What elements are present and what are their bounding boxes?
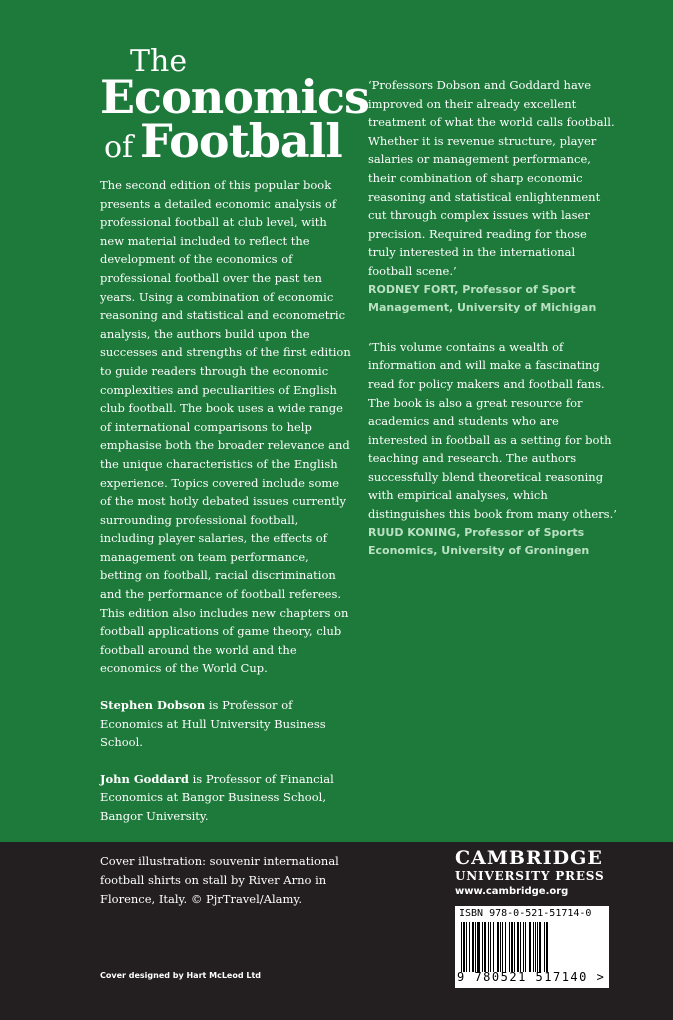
book-description: The second edition of this popular book presents a detailed economic analysis of professional football at club level, with new material included to reflect the development of the economics of professional football over the past ten years. Using a combination of economic reasoning and statistical and econometric analysis, the authors build upon the successes and strengths of the first edition to guide readers through the economic complexities and peculiarities of English club football. The book uses a wide range of international comparisons to help emphasise both the broader relevance and the unique characteristics of the English experience. Topics covered include some of the most hotly debated issues currently surrounding professional football, including player salaries, the effects of management on team performance, betting on football, racial discrimination and the performance of football referees. This edition also includes new chapters on football applications of game theory, club football around the world and the economics of the World Cup. bbox=[100, 178, 351, 676]
left-column bbox=[100, 176, 352, 844]
publisher-name: CAMBRIDGE bbox=[455, 847, 603, 869]
reviewer-affiliation: , Professor of Sports Economics, University of Groningen bbox=[368, 525, 590, 558]
author-name: Stephen Dobson bbox=[100, 698, 206, 713]
reviewer-name: RODNEY FORT bbox=[368, 282, 455, 296]
author-bio-goddard bbox=[100, 770, 352, 826]
title-the: The bbox=[130, 44, 188, 79]
cover-illustration-credit: Cover illustration: souvenir international football shirts on stall by River Arno in Florence, Italy. © PjrTravel/Alamy. bbox=[100, 854, 339, 906]
review-attribution-koning bbox=[368, 524, 618, 561]
reviewer-name: RUUD KONING bbox=[368, 525, 457, 539]
publisher-logo bbox=[455, 847, 615, 900]
cover-designer-credit: Cover designed by Hart McLeod Ltd bbox=[100, 971, 262, 980]
barcode-bars bbox=[461, 922, 603, 972]
review-quote-koning: ‘This volume contains a wealth of information and will make a fascinating read for policy makers and football fans. The book is also a great resource for academics and students who are interested in football as a setting for both teaching and research. The authors successfully blend theoretical reasoning with empirical analyses, which distinguishes this book from many others.’ bbox=[368, 339, 617, 522]
barcode-digits: 9 780521 517140 > bbox=[457, 970, 606, 984]
title-of: of bbox=[104, 130, 134, 165]
isbn-label: ISBN 978-0-521-51714-0 bbox=[459, 908, 592, 919]
right-column bbox=[368, 76, 618, 581]
isbn-barcode bbox=[455, 906, 609, 988]
title-football: Football bbox=[140, 114, 342, 168]
reviewer-affiliation: , Professor of Sport Management, University of Michigan bbox=[368, 282, 597, 315]
review-attribution-fort bbox=[368, 281, 618, 318]
title-economics: Economics bbox=[100, 70, 369, 124]
author-bio-dobson bbox=[100, 696, 352, 752]
publisher-subtitle: UNIVERSITY PRESS bbox=[455, 869, 605, 883]
publisher-url: www.cambridge.org bbox=[455, 886, 569, 897]
author-bio-text: is Professor of Economics at Hull University Business School. bbox=[100, 698, 326, 750]
barcode-bar bbox=[548, 922, 549, 972]
review-quote-fort: ‘Professors Dobson and Goddard have improved on their already excellent treatment of what the world calls football. Whether it is revenue structure, player salaries or management performance, their combination of sharp economic reasoning and statistical enlightenment cut through complex issues with laser precision. Required reading for those truly interested in the international football scene.’ bbox=[368, 78, 615, 278]
author-bio-text: is Professor of Financial Economics at Bangor Business School, Bangor University. bbox=[100, 771, 334, 823]
author-name: John Goddard bbox=[100, 771, 189, 786]
